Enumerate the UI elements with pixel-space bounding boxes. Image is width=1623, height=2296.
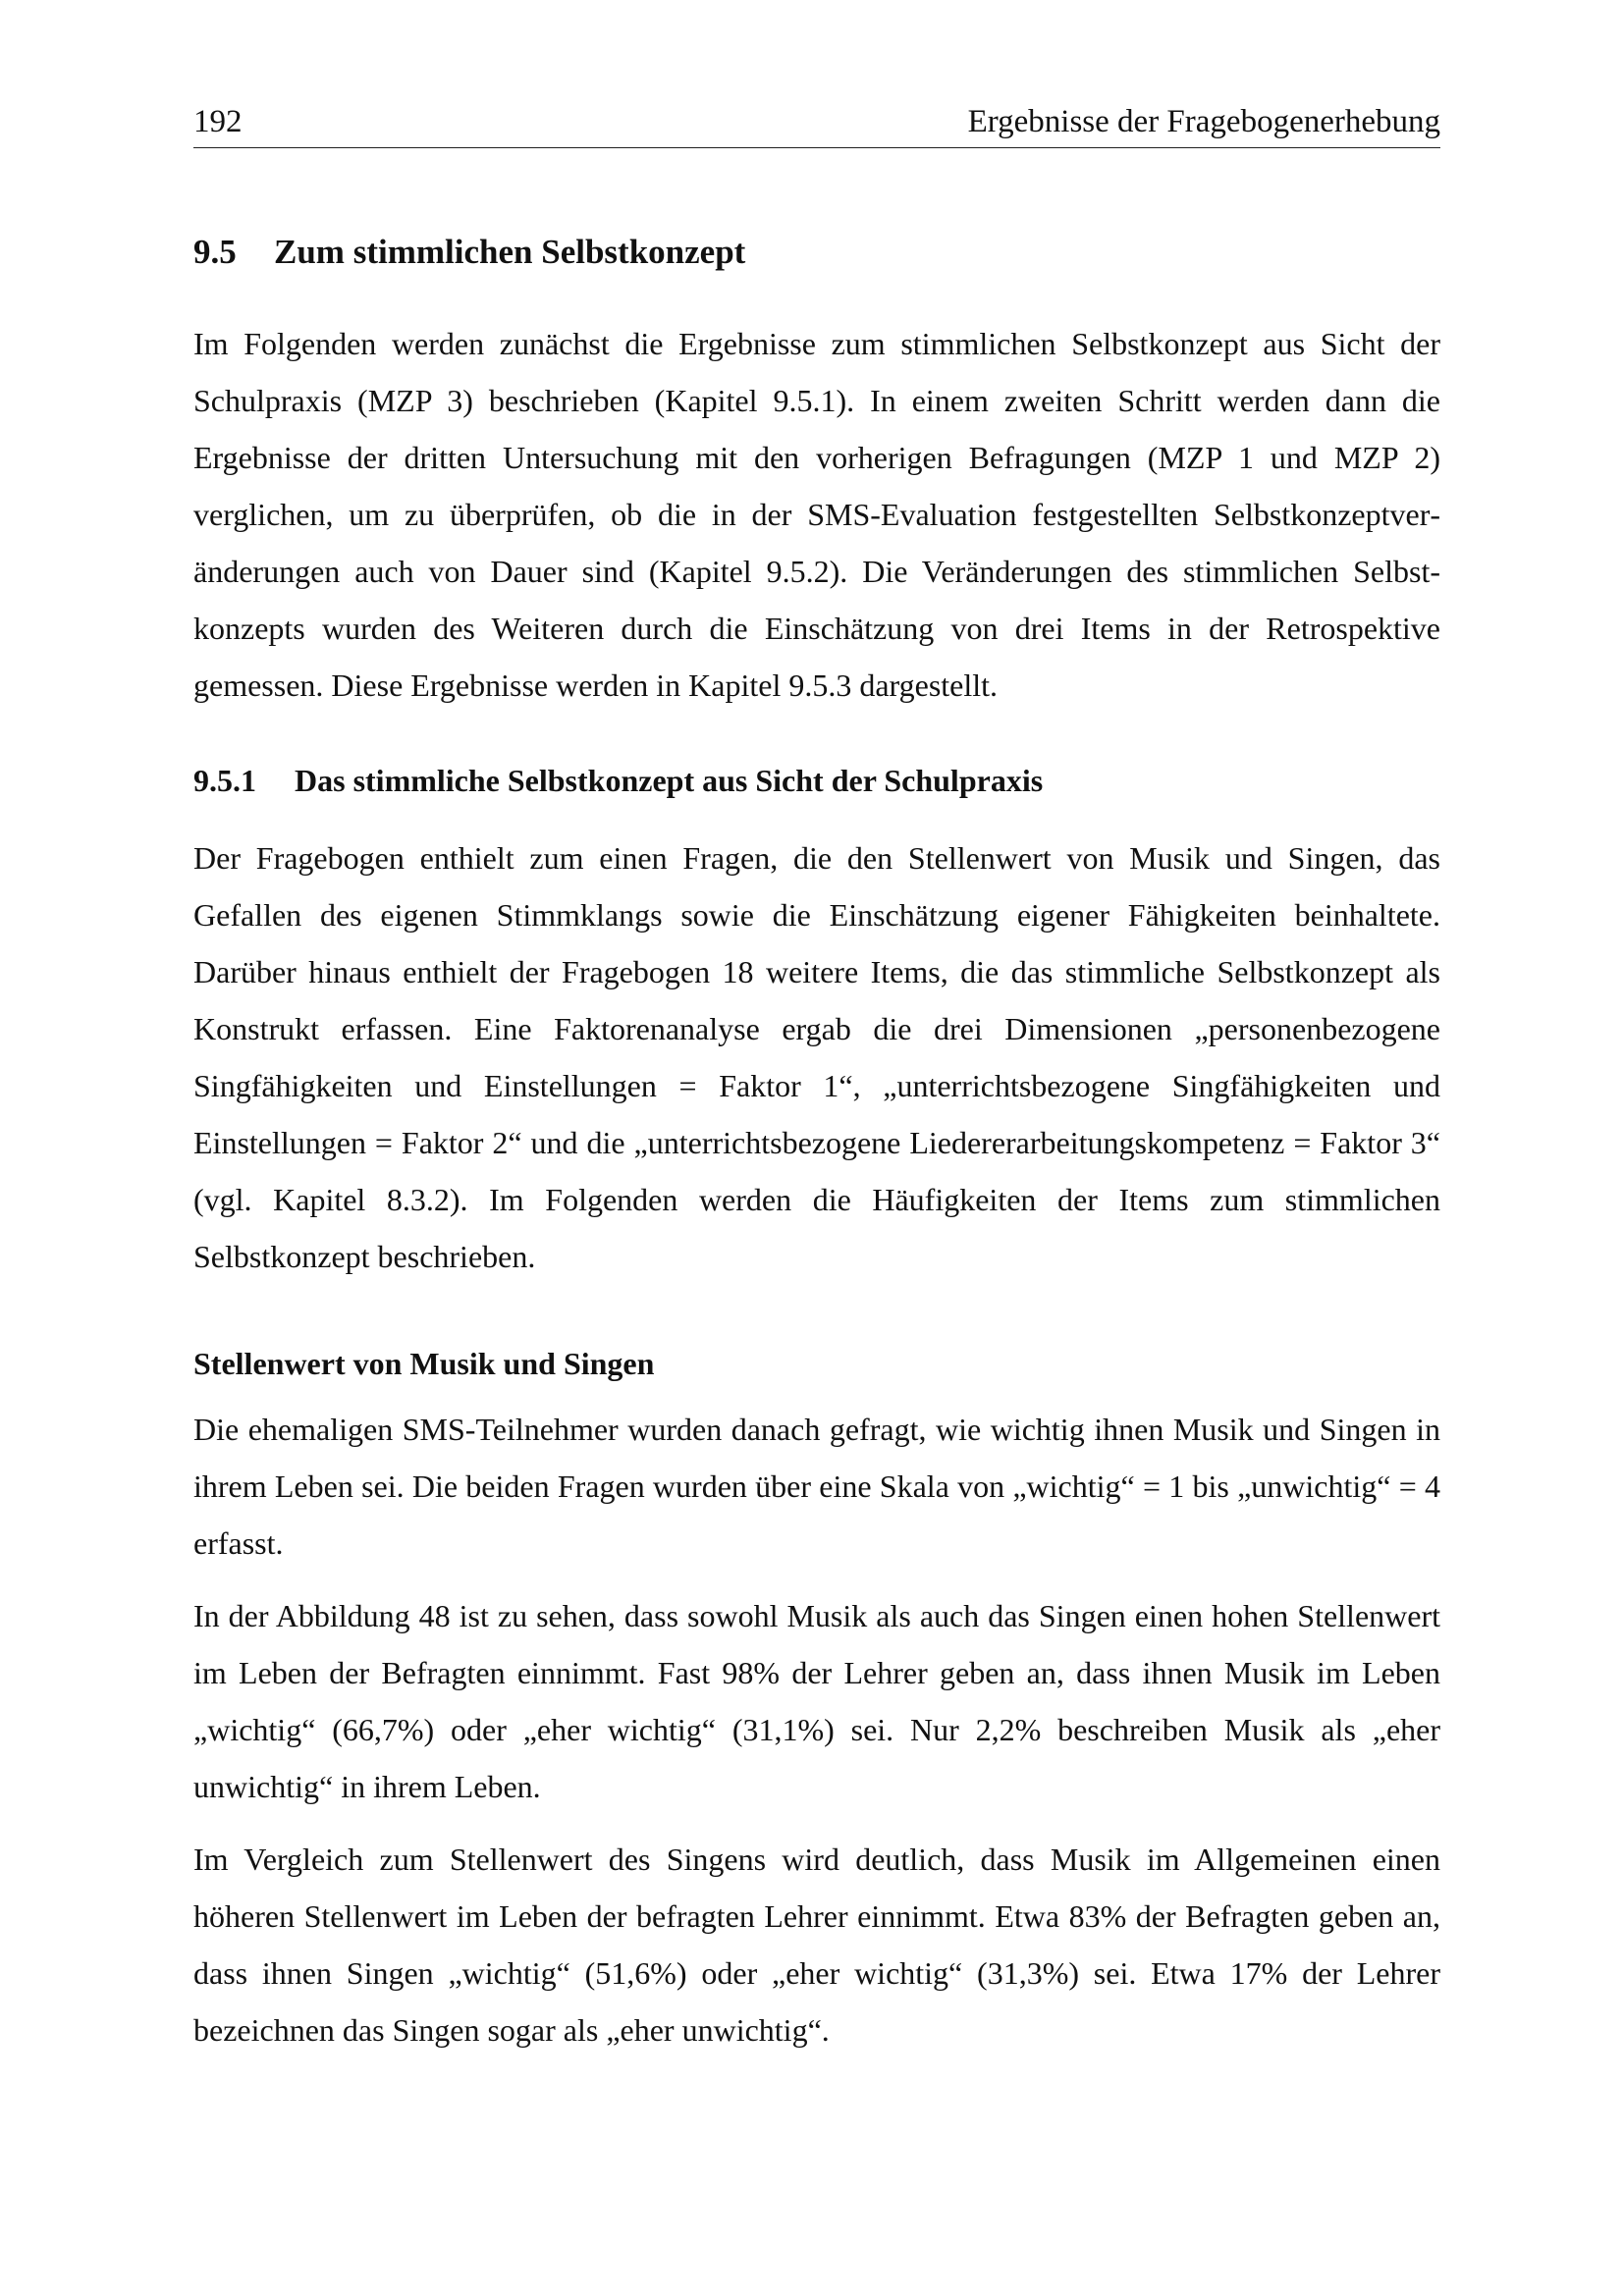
stellenwert-paragraph-2: In der Abbildung 48 ist zu sehen, dass sowohl Musik als auch das Singen einen hohen Stellenwert im Leben der Befragten einnimmt. Fast 98% der Lehrer geben an, dass ihnen Musik im Leben „wichtig“ (66,7%) oder „eher wichtig“ (31,1%) sei. Nur 2,2% beschreiben Musik als „eher unwichtig“ in ihrem Leben. bbox=[193, 1598, 1440, 1804]
stellenwert-paragraph-3: Im Vergleich zum Stellenwert des Singens wird deutlich, dass Musik im Allgemeinen einen höheren Stellenwert im Leben der befragten Lehrer einnimmt. Etwa 83% der Befragten geben an, dass ihnen Singen „wichtig“ (51,6%) oder „eher wichtig“ (31,3%) sei. Etwa 17% der Lehrer bezeichnen das Singen sogar als „eher unwichtig“. bbox=[193, 1842, 1440, 2048]
section-number: 9.5 bbox=[193, 233, 237, 271]
running-header bbox=[193, 102, 1440, 148]
document-page bbox=[193, 102, 1440, 2058]
stellenwert-paragraph-1: Die ehemaligen SMS-Teilnehmer wurden danach gefragt, wie wichtig ihnen Musik und Singen in ihrem Leben sei. Die beiden Fragen wurden über eine Skala von „wichtig“ = 1 bis „unwichtig“ = 4 erfasst. bbox=[193, 1412, 1440, 1561]
running-title: Ergebnisse der Fragebogenerhebung bbox=[967, 104, 1440, 139]
section-title: Zum stimmlichen Selbstkonzept bbox=[274, 233, 746, 271]
subsection-heading bbox=[193, 761, 1440, 800]
stellenwert-heading: Stellenwert von Musik und Singen bbox=[193, 1346, 655, 1381]
page-number: 192 bbox=[193, 104, 243, 139]
section-intro-paragraph: Im Folgenden werden zunächst die Ergebnisse zum stimmlichen Selbstkonzept aus Sicht der Schulpraxis (MZP 3) beschrieben (Kapitel 9.5.1). In einem zweiten Schritt werden dann die Ergebnisse der dritten Untersuchung mit den vorherigen Befragungen (MZP 1 und MZP 2) verglichen, um zu überprüfen, ob die in der SMS-Evaluation festgestellten Selbstkonzeptveränderungen auch von Dauer sind (Kapitel 9.5.2). Die Veränderungen des stimmlichen Selbstkonzepts wurden des Weiteren durch die Einschätzung von drei Items in der Retrospektive gemessen. Diese Ergebnisse werden in Kapitel 9.5.3 dargestellt. bbox=[193, 326, 1440, 703]
section-heading bbox=[193, 231, 1440, 274]
subsection-number: 9.5.1 bbox=[193, 763, 256, 798]
subsection-paragraph: Der Fragebogen enthielt zum einen Fragen, die den Stellenwert von Musik und Singen, das Gefallen des eigenen Stimmklangs sowie die Einschätzung eigener Fähigkeiten beinhaltete. Darüber hinaus enthielt der Fragebogen 18 weitere Items, die das stimmliche Selbstkonzept als Konstrukt erfassen. Eine Faktorenanalyse ergab die drei Dimensionen „personenbezogene Singfähigkeiten und Einstellungen = Faktor 1“, „unterrichtsbezogene Singfähigkeiten und Einstellungen = Faktor 2“ und die „unterrichtsbezogene Liedererarbeitungskompetenz = Faktor 3“ (vgl. Kapitel 8.3.2). Im Folgenden werden die Häufigkeiten der Items zum stimmlichen Selbstkonzept beschrieben. bbox=[193, 840, 1440, 1274]
subsection-title: Das stimmliche Selbstkonzept aus Sicht der Schulpraxis bbox=[295, 763, 1044, 798]
